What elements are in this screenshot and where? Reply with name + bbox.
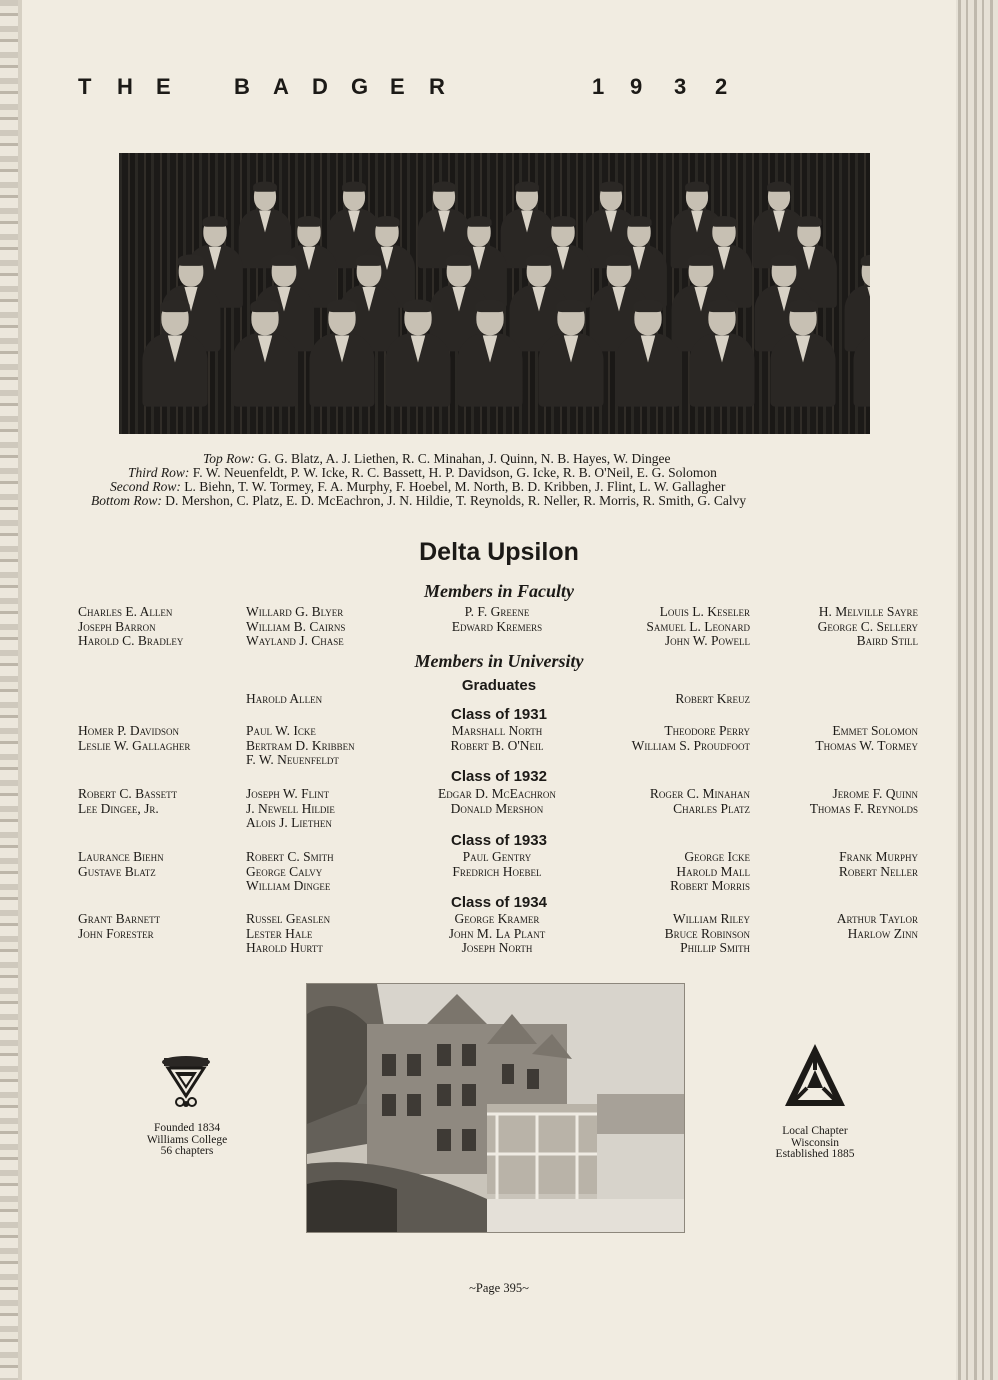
header-letter: T	[78, 74, 92, 99]
member-name: Robert C. Bassett	[78, 786, 178, 801]
member-name: Donald Mershon	[450, 800, 544, 816]
class-2-column	[560, 850, 750, 894]
group-member-figure	[142, 300, 207, 435]
header-year-digit: 2	[715, 74, 728, 99]
caption-third-row: Third Row: F. W. Neuenfeldt, P. W. Icke, R. C. Bassett, H. P. Davidson, G. Icke, R. B. O'Neil, E. G. Solomon	[128, 465, 717, 480]
group-member-figure	[309, 300, 374, 435]
member-name: Frank Murphy	[839, 849, 918, 864]
member-name: P. F. Greene	[464, 604, 530, 619]
member-name: Arthur Taylor	[836, 911, 918, 926]
member-name: George C. Sellery	[817, 618, 918, 634]
header-letter: H	[117, 74, 133, 99]
class-1-column	[730, 787, 918, 816]
member-name: Leslie W. Gallagher	[78, 737, 191, 753]
header-year-digit: 1	[592, 74, 605, 99]
group-member-figure	[385, 300, 450, 435]
class-0-column	[78, 724, 190, 753]
class-2-column	[78, 850, 164, 879]
header-letter: D	[312, 74, 328, 99]
member-name: Samuel L. Leonard	[646, 618, 750, 634]
member-name: Russel Geaslen	[246, 911, 331, 926]
member-name: Alois J. Liethen	[246, 815, 332, 830]
member-name: Charles Platz	[673, 800, 750, 816]
local-chapter-info: Local Chapter Wisconsin Established 1885	[775, 1125, 855, 1160]
class-1-column	[560, 787, 750, 816]
member-name: Edward Kremers	[451, 618, 543, 634]
member-name: Roger C. Minahan	[649, 786, 750, 801]
member-name: Joseph Barron	[78, 618, 156, 634]
member-name: Willard G. Blyer	[246, 604, 344, 619]
header-letter: A	[273, 74, 289, 99]
member-name: Jerome F. Quinn	[832, 786, 918, 801]
group-member-figure	[232, 300, 297, 435]
member-name: Robert Kreuz	[675, 691, 750, 706]
member-name: Harold Hurtt	[246, 940, 323, 955]
class-3-column	[78, 912, 160, 941]
graduates-heading: Graduates	[461, 677, 537, 694]
member-name: Joseph W. Flint	[246, 786, 330, 801]
member-name: Theodore Perry	[664, 723, 750, 738]
header-year-digit: 3	[674, 74, 687, 99]
chapter-triangle-emblem-icon	[783, 1042, 847, 1108]
member-name: John M. La Plant	[448, 925, 546, 941]
university-heading: Members in University	[414, 651, 584, 671]
page-number: ~Page 395~	[469, 1281, 529, 1295]
member-name: Gustave Blatz	[78, 863, 156, 879]
class-3-column	[730, 912, 918, 941]
member-name: William B. Cairns	[246, 618, 346, 634]
class-3-column	[560, 912, 750, 956]
member-name: Bertram D. Kribben	[246, 737, 355, 753]
member-name: Charles E. Allen	[78, 604, 173, 619]
header-letter: G	[351, 74, 369, 99]
class-1-column	[78, 787, 177, 816]
member-name: F. W. Neuenfeldt	[246, 752, 339, 767]
member-name: H. Melville Sayre	[818, 604, 918, 619]
header-year-digit: 9	[630, 74, 643, 99]
faculty-heading: Members in Faculty	[423, 581, 574, 601]
header-letter: E	[390, 74, 405, 99]
member-name: J. Newell Hildie	[246, 800, 335, 816]
group-member-figure	[538, 300, 603, 435]
faculty-column	[730, 605, 918, 649]
group-member-figure	[771, 300, 836, 435]
graduates-column	[246, 692, 322, 707]
member-name: Harold Mall	[676, 863, 750, 879]
class-0-column	[560, 724, 750, 753]
faculty-column	[560, 605, 750, 649]
member-name: Louis L. Keseler	[659, 604, 750, 619]
caption-bottom-row: Bottom Row: D. Mershon, C. Platz, E. D. McEachron, J. N. Hildie, T. Reynolds, R. Neller, R. Morris, R. Smith, G. Calvy	[91, 493, 747, 508]
member-name: Homer P. Davidson	[78, 723, 179, 738]
page-header	[0, 74, 998, 110]
member-name: Paul Gentry	[462, 849, 532, 864]
member-name: Thomas W. Tormey	[815, 737, 918, 753]
header-letter: E	[156, 74, 171, 99]
faculty-column	[78, 605, 183, 649]
header-letter: R	[429, 74, 445, 99]
member-name: William Dingee	[246, 878, 331, 893]
class-heading: Class of 1931	[451, 706, 547, 723]
group-photo	[119, 153, 870, 434]
class-0-column	[246, 724, 355, 768]
caption-second-row: Second Row: L. Biehn, T. W. Tormey, F. A. Murphy, F. Hoebel, M. North, B. D. Kribben, J. Flint, L. W. Gallagher	[110, 479, 726, 494]
member-name: Joseph North	[461, 940, 533, 955]
member-name: Bruce Robinson	[664, 925, 750, 941]
member-name: Phillip Smith	[680, 940, 750, 955]
class-heading: Class of 1933	[451, 832, 547, 849]
member-name: Grant Barnett	[78, 911, 161, 926]
member-name: Fredrich Hoebel	[452, 863, 542, 879]
member-name: George Icke	[684, 849, 750, 864]
member-name: Robert Neller	[838, 863, 918, 879]
member-name: Robert Morris	[670, 878, 750, 893]
caption-top-row: Top Row: G. G. Blatz, A. J. Liethen, R. C. Minahan, J. Quinn, N. B. Hayes, W. Dingee	[203, 451, 671, 466]
member-name: George Calvy	[246, 863, 323, 879]
member-name: Edgar D. McEachron	[438, 786, 556, 801]
member-name: William Riley	[672, 911, 750, 926]
group-member-figure	[615, 300, 680, 435]
fraternity-badge-icon	[158, 1052, 214, 1110]
class-heading: Class of 1932	[451, 768, 547, 785]
member-name: Thomas F. Reynolds	[809, 800, 918, 816]
class-1-column	[246, 787, 335, 831]
member-name: Harold C. Bradley	[78, 633, 184, 648]
member-name: John W. Powell	[664, 633, 750, 648]
member-name: Harold Allen	[246, 691, 323, 706]
member-name: Baird Still	[856, 633, 918, 648]
chapter-title: Delta Upsilon	[419, 538, 579, 566]
member-name: William S. Proudfoot	[631, 737, 750, 753]
class-2-column	[246, 850, 334, 894]
member-name: Robert C. Smith	[246, 849, 334, 864]
member-name: Paul W. Icke	[246, 723, 316, 738]
header-letter: B	[234, 74, 250, 99]
member-name: Lee Dingee, Jr.	[78, 800, 159, 816]
class-3-column	[246, 912, 330, 956]
member-name: Marshall North	[451, 723, 543, 738]
class-0-column	[730, 724, 918, 753]
group-member-figure	[457, 300, 522, 435]
member-name: Emmet Solomon	[832, 723, 918, 738]
class-heading: Class of 1934	[451, 894, 547, 911]
member-name: Laurance Biehn	[78, 849, 164, 864]
chapter-house-photo	[306, 983, 685, 1233]
member-name: Harlow Zinn	[847, 925, 918, 941]
member-name: Wayland J. Chase	[246, 633, 344, 648]
class-2-column	[730, 850, 918, 879]
graduates-column	[560, 692, 750, 707]
member-name: Lester Hale	[246, 925, 313, 941]
founded-info: Founded 1834 Williams College 56 chapters	[146, 1122, 228, 1157]
group-member-figure	[690, 300, 755, 435]
member-name: Robert B. O'Neil	[450, 737, 544, 753]
member-name: George Kramer	[454, 911, 540, 926]
faculty-column	[246, 605, 345, 649]
group-member-figure	[853, 300, 870, 435]
member-name: John Forester	[78, 925, 154, 941]
